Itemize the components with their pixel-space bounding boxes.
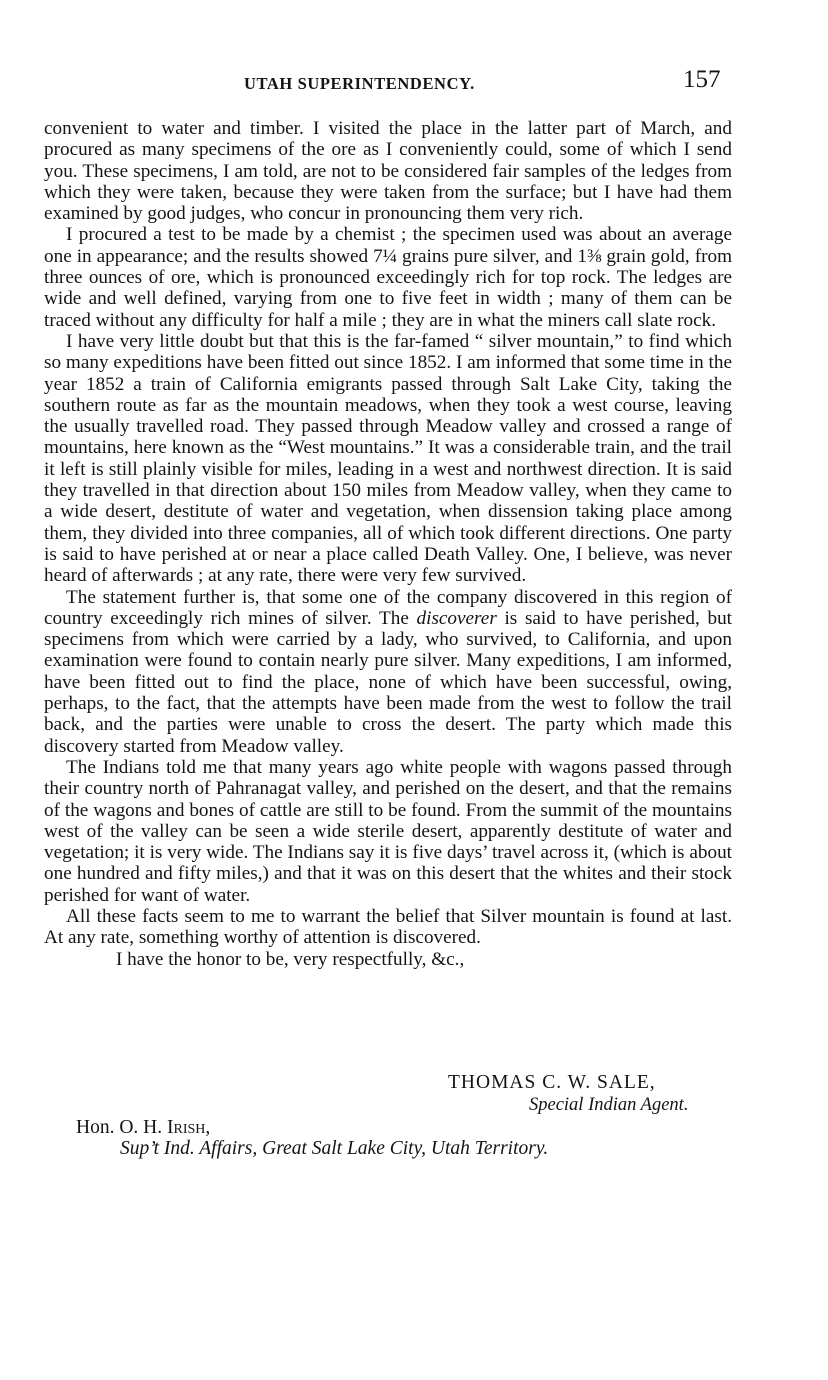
addressee-address: Sup’t Ind. Affairs, Great Salt Lake City, Utah Territory. <box>120 1138 549 1159</box>
paragraph-1: convenient to water and timber. I visited the place in the latter part of March, and procured as many specimens of the ore as I conveniently could, some of which I send you. These specimens, I am told, are not to be considered fair samples of the ledges from which they were taken, because they were taken from the surface; but I have had them examined by good judges, who concur in pronouncing them very rich. <box>44 118 732 225</box>
letter-body <box>44 118 732 970</box>
running-header <box>0 66 828 100</box>
closing-salutation: I have the honor to be, very respectfully, &c., <box>116 948 465 970</box>
paragraph-6: All these facts seem to me to warrant the belief that Silver mountain is found at last. At any rate, something worthy of attention is discovered. <box>44 905 732 949</box>
addressee-name <box>76 1117 210 1139</box>
signature-title: Special Indian Agent. <box>529 1095 689 1115</box>
paragraph-2: I procured a test to be made by a chemist ; the specimen used was about an average one in appearance; and the results showed 7¼ grains pure silver, and 1⅜ grain gold, from three ounces of ore, which is pronounced exceedingly rich for top rock. The ledges are wide and well defined, varying from one to five feet in width ; many of them can be traced without any difficulty for half a mile ; they are in what the miners call slate rock. <box>44 224 732 331</box>
addressee-prefix: Hon. O. H. <box>76 1117 167 1138</box>
paragraph-5: The Indians told me that many years ago white people with wagons passed through their country north of Pahranagat valley, and perished on the desert, and that the remains of the wagons and bones of cattle are still to be found. From the summit of the mountains west of the valley can be seen a wide sterile desert, apparently destitute of water and vegetation; it is very wide. The Indians say it is five days’ travel across it, (which is about one hundred and fifty miles,) and that it was on this desert that the whites and their stock perished for want of water. <box>44 756 732 906</box>
signature-name: THOMAS C. W. SALE, <box>448 1072 656 1093</box>
paragraph-4-part-1: The statement further is, that some one of the company discovered in this region of country exceedingly rich mines of silver. The <box>44 586 732 629</box>
page-number: 157 <box>683 66 721 93</box>
paragraph-3: I have very little doubt but that this is the far-famed “ silver mountain,” to find which so many expeditions have been fitted out since 1852. I am informed that some time in the year 1852 a train of California emigrants passed through Salt Lake City, taking the southern route as far as the mountain meadows, when they took a west course, leaving the usually travelled road. They passed through Meadow valley and crossed a range of mountains, here known as the “West mountains.” It was a considerable train, and the trail it left is still plainly visible for miles, leading in a west and northwest direction. It is said they travelled in that direction about 150 miles from Meadow valley, when they came to a wide desert, destitute of water and vegetation, when dissension taking place among them, they divided into three companies, all of which took different directions. One party is said to have perished at or near a place called Death Valley. One, I believe, was never heard of afterwards ; at any rate, there were very few survived. <box>44 330 732 587</box>
paragraph-4-part-2: is said to have perished, but specimens from which were carried by a lady, who survived, to California, and upon examination were found to contain nearly pure silver. Many expeditions, I am informed, have been fitted out to find the place, none of which have been successful, owing, perhaps, to the fact, that the attempts have been made from the west to follow the trail back, and the parties were unable to cross the desert. The party which made this discovery started from Meadow valley. <box>44 607 732 757</box>
addressee-surname: Irish, <box>167 1117 211 1138</box>
paragraph-4-italic-word: discoverer <box>416 607 497 629</box>
running-title: UTAH SUPERINTENDENCY. <box>244 74 475 93</box>
paragraph-4 <box>44 587 732 757</box>
